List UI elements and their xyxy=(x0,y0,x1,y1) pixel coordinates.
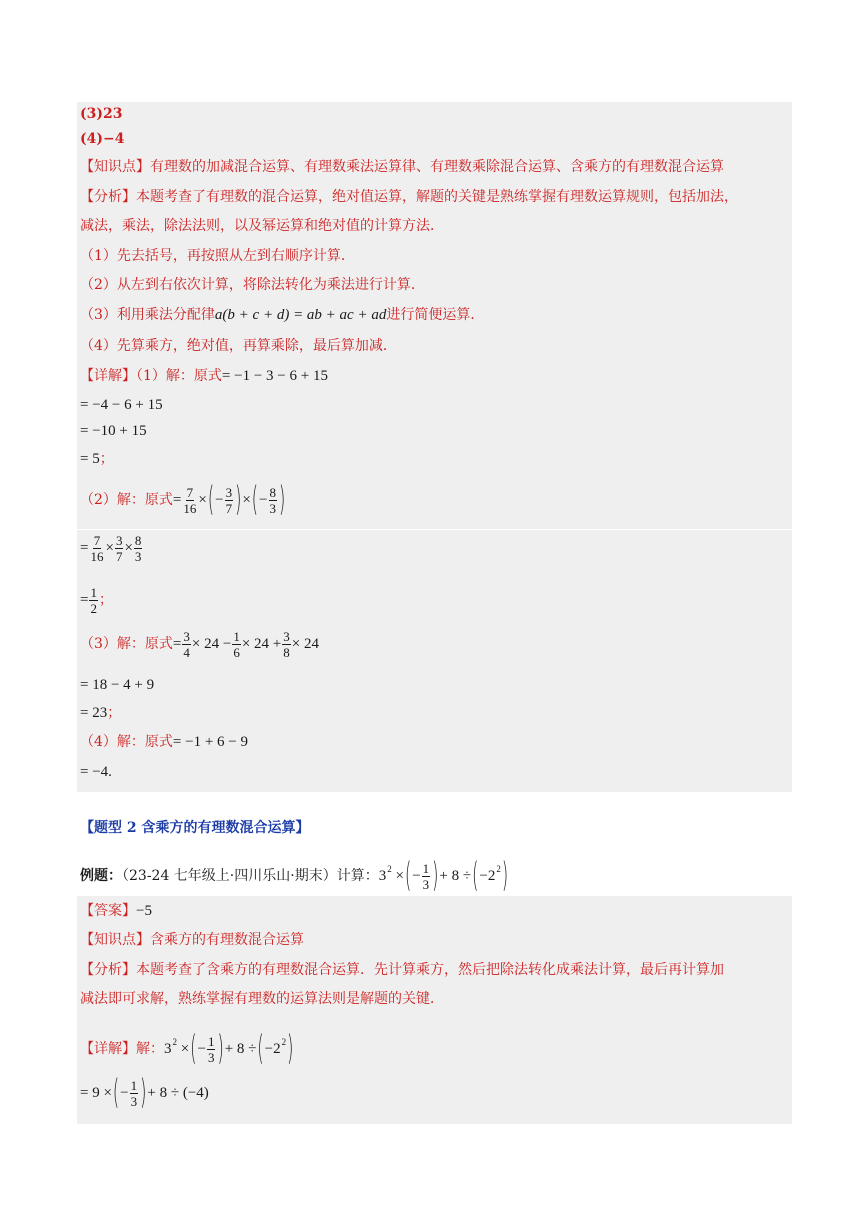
analysis-line-2a: 【分析】本题考查了含乘方的有理数混合运算．先计算乘方，然后把除法转化成乘法计算，最后再计算加 xyxy=(80,962,724,978)
detail-line-2: = 9 ×(− $\frac{1}{3}$ )+ 8 ÷ (−4) xyxy=(80,1072,209,1112)
section-heading: 【题型 2 含乘方的有理数混合运算】 xyxy=(80,820,310,836)
fraction: $\frac{7}{16}$ xyxy=(183,484,197,516)
fraction: $\frac{1}{6}$ xyxy=(233,628,240,660)
fraction: $\frac{3}{7}$ xyxy=(115,532,123,564)
step-3-post: 进行简便运算． xyxy=(386,307,485,323)
part4-label: （4）解：原式 xyxy=(80,734,173,750)
example-source: （23-24 七年级上·四川乐山·期末）计算： xyxy=(122,868,379,884)
part3-result: = 23 xyxy=(80,705,108,721)
fraction: $\frac{7}{16}$ xyxy=(90,532,104,564)
answer-value: −5 xyxy=(136,903,152,919)
knowledge-line-2: 【知识点】含乘方的有理数混合运算 xyxy=(80,932,304,948)
part4-line1 xyxy=(80,732,248,752)
part1-line2: = −4 − 6 + 15 xyxy=(80,397,163,413)
step-3-pre: （3）利用乘法分配律 xyxy=(80,307,215,323)
fraction: $\frac{8}{3}$ xyxy=(134,532,142,564)
step-1: （1）先去括号，再按照从左到右顺序计算． xyxy=(80,248,355,264)
fraction: $\frac{8}{3}$ xyxy=(269,484,277,516)
example-label: 例题： xyxy=(80,868,122,884)
analysis-line-2b: 减法即可求解，熟练掌握有理数的运算法则是解题的关键． xyxy=(80,991,444,1007)
fraction: $\frac{1}{2}$ xyxy=(90,584,97,616)
part2-line1: （2）解：原式= $\frac{7}{16}$ ×(− $\frac{3}{7}$ )×(− $\frac{8}{3}$ ) xyxy=(80,479,286,519)
part3-line3: = 23； xyxy=(80,705,122,721)
fraction: $\frac{3}{8}$ xyxy=(283,628,290,660)
analysis-text-1: 本题考查了有理数的混合运算，绝对值运算，解题的关键是熟练掌握有理数运算规则，包括加法， xyxy=(136,189,738,205)
part2-label: （2）解：原式 xyxy=(80,492,173,508)
step-3 xyxy=(80,305,484,325)
analysis-text-2: 减法，乘法，除法法则，以及幂运算和绝对值的计算方法． xyxy=(80,218,444,234)
analysis-tag: 【分析】 xyxy=(80,189,136,205)
part2-line2: = $\frac{7}{16}$ × $\frac{3}{7}$ × $\frac{8}{3}$ xyxy=(80,532,142,564)
part3-line2: = 18 − 4 + 9 xyxy=(80,677,155,693)
part1-label: （1）解：原式 xyxy=(136,368,222,384)
step-2: （2）从左到右依次计算，将除法转化为乘法进行计算． xyxy=(80,277,425,293)
part2-line3: = $\frac{1}{2}$ ； xyxy=(80,584,113,616)
step-4: （4）先算乘方，绝对值，再算乘除，最后算加减． xyxy=(80,338,397,354)
part4-expression: = −1 + 6 − 9 xyxy=(172,734,249,750)
answer-tag: 【答案】 xyxy=(80,903,136,919)
part1-expression: = −1 − 3 − 6 + 15 xyxy=(221,368,328,384)
fraction: $\frac{3}{7}$ xyxy=(225,484,233,516)
knowledge-line xyxy=(80,157,724,177)
knowledge-tag: 【知识点】 xyxy=(80,159,150,175)
fraction: $\frac{1}{3}$ xyxy=(422,860,430,892)
part4-result: = −4 xyxy=(80,764,109,780)
detail-part1 xyxy=(80,366,328,386)
answer-3: (3)23 xyxy=(80,106,123,122)
example-line: 例题：（23-24 七年级上·四川乐山·期末）计算：$3^2$ ×(− $\frac{1}{3}$ )+ $8 \div(-2^2)$ xyxy=(80,855,509,895)
part4-line2: = −4. xyxy=(80,764,112,780)
detail-line-1: 【详解】解：$3^2$ ×(− $\frac{1}{3}$ )+ $8 \div(-2^2)$ xyxy=(80,1028,294,1068)
knowledge-text: 有理数的加减混合运算、有理数乘法运算律、有理数乘除混合运算、含乘方的有理数混合运算 xyxy=(150,159,724,175)
answer-4: (4)−4 xyxy=(80,131,125,147)
detail-tag: 【详解】 xyxy=(80,368,136,384)
fraction: $\frac{1}{3}$ xyxy=(130,1077,138,1109)
analysis-line-1 xyxy=(80,187,738,207)
part1-result: = 5 xyxy=(80,451,100,467)
fraction: $\frac{1}{3}$ xyxy=(207,1033,215,1065)
answer-line xyxy=(80,901,152,921)
part3-line1: （3）解：原式= $\frac{3}{4}$ × 24 − $\frac{1}{6}$ × 24 + $\frac{3}{8}$ × 24 xyxy=(80,628,319,660)
distributive-formula: a(b + c + d) = ab + ac + ad xyxy=(214,307,387,323)
semicolon: ； xyxy=(99,451,114,467)
part3-label: （3）解：原式 xyxy=(80,636,173,652)
part1-line4 xyxy=(80,449,114,469)
fraction: $\frac{3}{4}$ xyxy=(183,628,190,660)
part1-line3: = −10 + 15 xyxy=(80,423,147,439)
